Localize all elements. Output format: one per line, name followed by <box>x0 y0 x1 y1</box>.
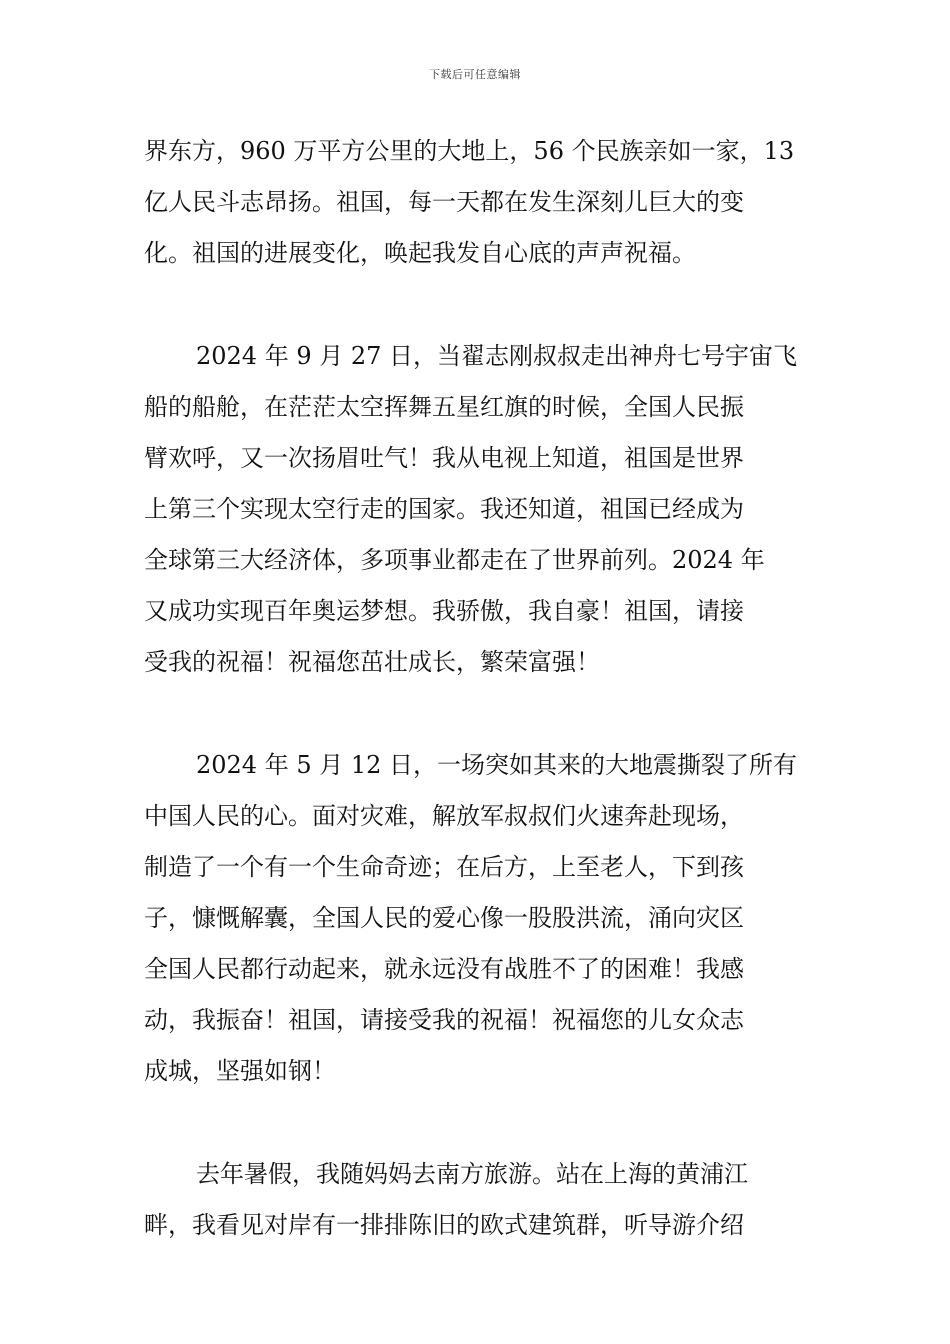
text-line: 又成功实现百年奥运梦想。我骄傲，我自豪！祖国，请接 <box>144 597 744 625</box>
paragraph-4 <box>144 1149 807 1251</box>
text-line: 子，慷慨解囊，全国人民的爱心像一股股洪流，涌向灾区 <box>144 904 744 932</box>
text-line: 化。祖国的进展变化，唤起我发自心底的声声祝福。 <box>144 239 696 267</box>
text-line: 制造了一个有一个生命奇迹；在后方，上至老人，下到孩 <box>144 853 744 881</box>
text-line: 2024 年 9 月 27 日，当翟志刚叔叔走出神舟七号宇宙飞 <box>196 342 798 370</box>
paragraph-1 <box>144 126 807 279</box>
text-line: 动，我振奋！祖国，请接受我的祝福！祝福您的儿女众志 <box>144 1006 744 1034</box>
text-line: 全国人民都行动起来，就永远没有战胜不了的困难！我感 <box>144 955 744 983</box>
text-line: 全球第三大经济体，多项事业都走在了世界前列。2024 年 <box>144 546 765 574</box>
paragraph-2 <box>144 331 807 688</box>
text-line: 畔，我看见对岸有一排排陈旧的欧式建筑群，听导游介绍 <box>144 1211 744 1239</box>
text-line: 成城，坚强如钢！ <box>144 1057 336 1085</box>
text-line: 臂欢呼，又一次扬眉吐气！我从电视上知道，祖国是世界 <box>144 444 744 472</box>
text-line: 去年暑假，我随妈妈去南方旅游。站在上海的黄浦江 <box>196 1160 748 1188</box>
text-line: 亿人民斗志昂扬。祖国，每一天都在发生深刻儿巨大的变 <box>144 188 744 216</box>
text-line: 中国人民的心。面对灾难，解放军叔叔们火速奔赴现场， <box>144 802 744 830</box>
text-line: 界东方，960 万平方公里的大地上，56 个民族亲如一家，13 <box>144 137 795 165</box>
text-line: 上第三个实现太空行走的国家。我还知道，祖国已经成为 <box>144 495 744 523</box>
document-body <box>144 126 807 1303</box>
text-line: 受我的祝福！祝福您茁壮成长，繁荣富强！ <box>144 648 600 676</box>
text-line: 船的船舱，在茫茫太空挥舞五星红旗的时候，全国人民振 <box>144 393 744 421</box>
text-line: 2024 年 5 月 12 日，一场突如其来的大地震撕裂了所有 <box>196 751 798 779</box>
paragraph-3 <box>144 740 807 1097</box>
page-header: 下载后可任意编辑 <box>429 68 521 81</box>
